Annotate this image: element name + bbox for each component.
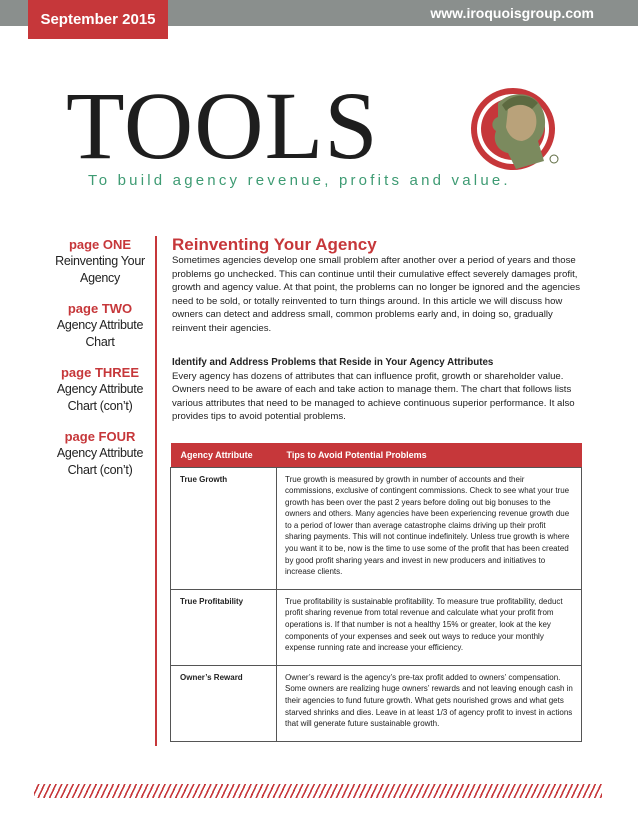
- article-subhead: Identify and Address Problems that Reside in Your Agency Attributes: [172, 356, 494, 368]
- contents-item[interactable]: [48, 428, 152, 479]
- masthead: [66, 72, 566, 179]
- contents-page-label: page FOUR: [64, 429, 136, 444]
- contents-description: Agency Attribute Chart (con’t): [56, 446, 144, 477]
- newsletter-title: TOOLS: [66, 72, 379, 179]
- table-row: [171, 665, 582, 741]
- contents-page-label: page ONE: [68, 237, 132, 252]
- column-header-attribute: Agency Attribute: [171, 443, 277, 467]
- contents-page-label: page TWO: [67, 301, 133, 316]
- table-header-row: [171, 443, 582, 467]
- tips-cell: True growth is measured by growth in number of accounts and their commissions, exclusive of contingent commissions. Check to see what your true growth has been over the past 2 years before doling out big bonuses to the owners and others. Many agencies have been experiencing revenue growth due to a period of lower than average catastrophe claims driving up their profit sharing payments. This will not continue indefinitely. Unless true growth is where you want it to be, now is the time to use some of the profit that has been created by good profit sharing years and invest in new producers and initiatives to increase clients.: [277, 467, 582, 589]
- article: [172, 236, 584, 424]
- tips-cell: True profitability is sustainable profitability. To measure true profitability, deduct profit sharing revenue from total revenue and calculate what your profit from operations is. If that number is not a healthy 15% or greater, look at the key components of your expenses and seek out ways to reduce your monthly expense running rate and increase your efficiency.: [277, 589, 582, 665]
- column-header-tips: Tips to Avoid Potential Problems: [277, 443, 582, 467]
- attribute-cell: True Growth: [171, 467, 277, 589]
- article-intro: Sometimes agencies develop one small problem after another over a period of years and those problems go unchecked. This can continue until their cumulative effect severely damages profit, growth and agency value. At that point, the problems can no longer be ignored and the agencies need to be sold, or totally reinvented to turn things around. In this article we will discuss how owners can detect and address small, common problems early and, in doing so, gradually reinvent their agencies.: [172, 255, 581, 334]
- contents-page-label: page THREE: [60, 365, 139, 380]
- tagline: To build agency revenue, profits and value.: [88, 172, 511, 189]
- attribute-cell: True Profitability: [171, 589, 277, 665]
- iroquois-logo-icon: [468, 83, 572, 175]
- contents-item[interactable]: [48, 300, 152, 351]
- table-row: [171, 467, 582, 589]
- attribute-cell: Owner’s Reward: [171, 665, 277, 741]
- sidebar-divider: [155, 236, 157, 746]
- attribute-table: [170, 443, 582, 742]
- article-headline: Reinventing Your Agency: [172, 235, 377, 254]
- contents-description: Agency Attribute Chart: [56, 318, 144, 349]
- table-row: [171, 589, 582, 665]
- article-body: Every agency has dozens of attributes that can influence profit, growth or shareholder value. Owners need to be aware of each and take action to manage them. The chart that follows lists various attributes that need to be managed to achieve continuous superior performance. It also provides tips to avoid potential problems.: [172, 370, 575, 423]
- contents-item[interactable]: [48, 364, 152, 415]
- contents-description: Agency Attribute Chart (con’t): [56, 382, 144, 413]
- contents-description: Reinventing Your Agency: [55, 254, 145, 285]
- top-bar: [0, 0, 638, 33]
- contents-sidebar: [48, 236, 152, 492]
- contents-item[interactable]: [48, 236, 152, 287]
- issue-date-badge: September 2015: [28, 0, 168, 39]
- website-link[interactable]: www.iroquoisgroup.com: [430, 5, 594, 21]
- tips-cell: Owner’s reward is the agency’s pre-tax profit added to owners’ compensation. Some owners are realizing huge owners’ rewards and not leaving enough cash in their agencies to fund future growth. What gets nourished grows and what gets starved shrinks and dies. Leave in at least 1/3 of agency profit to invest in actions that will generate future sustainable growth.: [277, 665, 582, 741]
- footer-hatch-divider: [34, 784, 602, 798]
